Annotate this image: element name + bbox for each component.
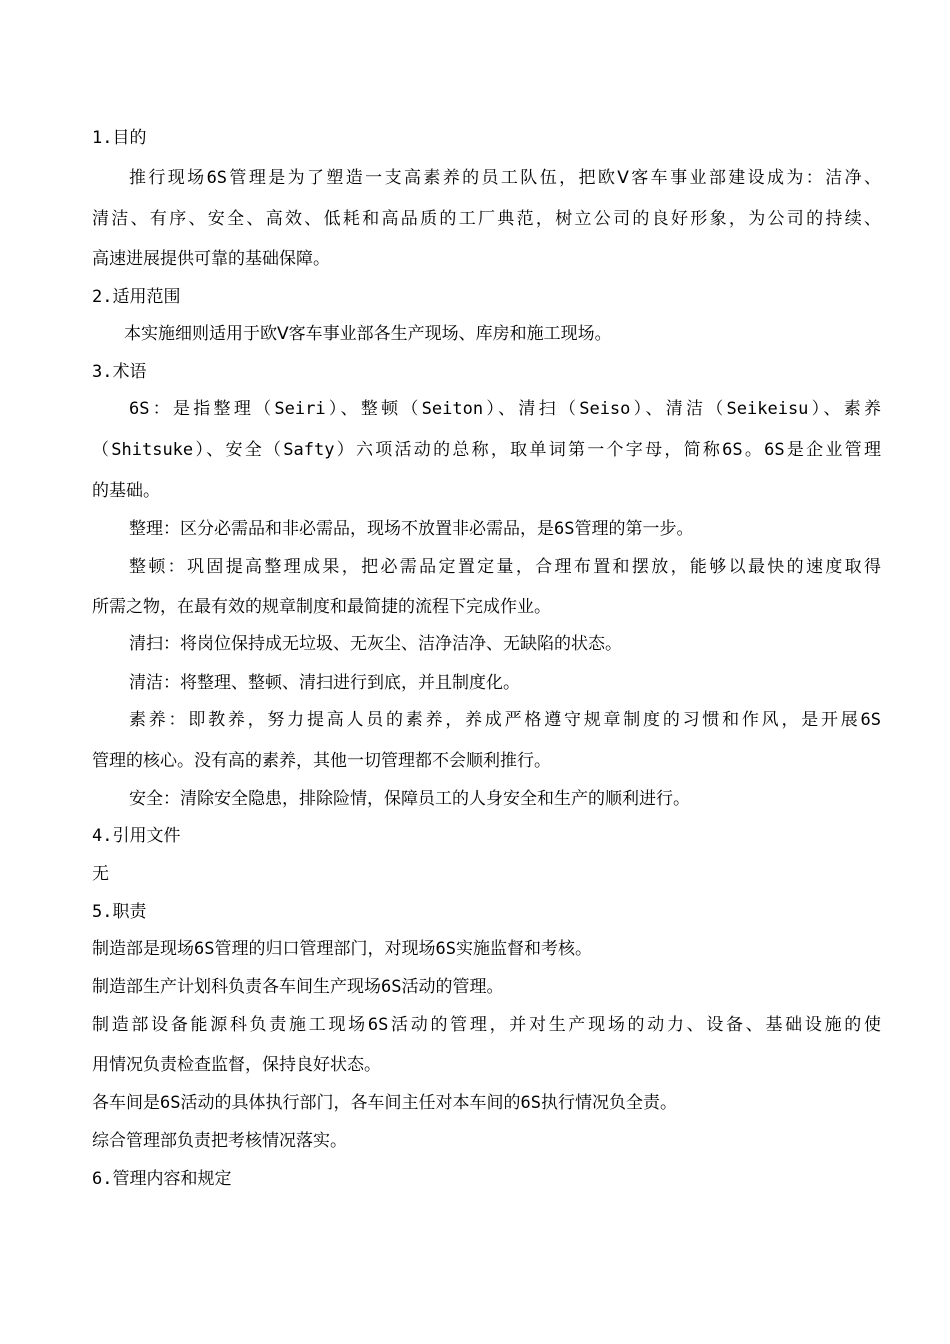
- section-2-heading: 2.适用范围: [92, 287, 181, 307]
- term-seiri: 整理：区分必需品和非必需品，现场不放置非必需品，是6S管理的第一步。: [129, 519, 694, 539]
- term-seiton-line-2: 所需之物，在最有效的规章制度和最简捷的流程下完成作业。: [92, 597, 551, 617]
- term-6s-definition-line-3: 的基础。: [92, 481, 160, 501]
- section-4-paragraph: 无: [92, 864, 109, 884]
- section-5-heading: 5.职责: [92, 902, 147, 922]
- section-3-heading: 3.术语: [92, 362, 147, 382]
- section-1-heading: 1.目的: [92, 128, 147, 148]
- term-seiketsu: 清洁：将整理、整顿、清扫进行到底，并且制度化。: [129, 673, 520, 693]
- term-safety: 安全：清除安全隐患，排除险情，保障员工的人身安全和生产的顺利进行。: [129, 789, 690, 809]
- term-shitsuke-line-2: 管理的核心。没有高的素养，其他一切管理都不会顺利推行。: [92, 751, 551, 771]
- section-4-heading: 4.引用文件: [92, 826, 181, 846]
- section-5-paragraph-2: 制造部生产计划科负责各车间生产现场6S活动的管理。: [92, 977, 504, 997]
- section-5-paragraph-4: 各车间是6S活动的具体执行部门，各车间主任对本车间的6S执行情况负全责。: [92, 1093, 677, 1113]
- section-1-paragraph-line-3: 高速进展提供可靠的基础保障。: [92, 249, 330, 269]
- section-5-paragraph-1: 制造部是现场6S管理的归口管理部门，对现场6S实施监督和考核。: [92, 939, 592, 959]
- term-6s-definition-line-1: 6S：是指整理（Seiri）、整顿（Seiton）、清扫（Seiso）、清洁（Seikeisu）、素养: [129, 399, 881, 419]
- term-seiso: 清扫：将岗位保持成无垃圾、无灰尘、洁净洁净、无缺陷的状态。: [129, 634, 622, 654]
- term-seiton-line-1: 整顿：巩固提高整理成果，把必需品定置定量，合理布置和摆放，能够以最快的速度取得: [129, 557, 881, 577]
- section-1-paragraph-line-1: 推行现场6S管理是为了塑造一支高素养的员工队伍，把欧Ⅴ客车事业部建设成为：洁净、: [129, 168, 881, 188]
- section-5-paragraph-5: 综合管理部负责把考核情况落实。: [92, 1131, 347, 1151]
- section-2-paragraph: 本实施细则适用于欧Ⅴ客车事业部各生产现场、库房和施工现场。: [124, 324, 612, 344]
- section-6-heading: 6.管理内容和规定: [92, 1169, 232, 1189]
- section-5-paragraph-3-line-1: 制造部设备能源科负责施工现场6S活动的管理，并对生产现场的动力、设备、基础设施的使: [92, 1015, 881, 1035]
- section-1-paragraph-line-2: 清洁、有序、安全、高效、低耗和高品质的工厂典范，树立公司的良好形象，为公司的持续、: [92, 209, 881, 229]
- term-shitsuke-line-1: 素养：即教养，努力提高人员的素养，养成严格遵守规章制度的习惯和作风，是开展6S: [129, 710, 881, 730]
- section-5-paragraph-3-line-2: 用情况负责检查监督，保持良好状态。: [92, 1055, 381, 1075]
- term-6s-definition-line-2: （Shitsuke）、安全（Safty）六项活动的总称，取单词第一个字母，简称6S。6S是企业管理: [92, 440, 881, 460]
